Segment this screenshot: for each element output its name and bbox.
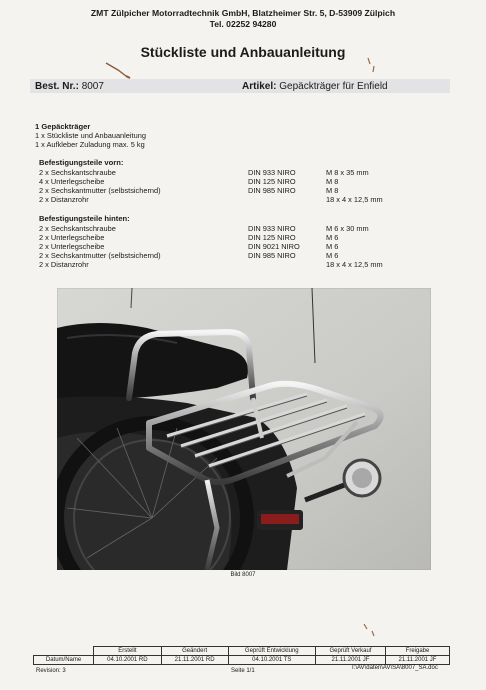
front-size: M 8 x 35 mm: [326, 168, 369, 177]
order-number-label: Best. Nr.:: [35, 81, 79, 92]
approval-header-cell: Erstellt: [94, 647, 162, 656]
front-din: DIN 985 NIRO: [248, 186, 296, 195]
page-title: Stückliste und Anbauanleitung: [140, 44, 346, 60]
rear-qty: 2 x Distanzrohr: [39, 260, 89, 269]
rear-qty: 2 x Unterlegscheibe: [39, 242, 105, 251]
front-qty: 2 x Sechskantschraube: [39, 168, 116, 177]
page-number: Seite 1/1: [231, 668, 255, 674]
contents-line: 1 x Stückliste und Anbauanleitung: [35, 131, 146, 140]
approval-header-cell: Geändert: [161, 647, 228, 656]
rear-size: M 6: [326, 242, 339, 251]
product-photo: [57, 288, 431, 570]
front-qty: 4 x Unterlegscheibe: [39, 177, 105, 186]
file-path: I:\AV\daten\AV\SA\8007_SA.doc: [352, 665, 438, 671]
approval-header-cell: [34, 647, 94, 656]
approval-value-cell: 04.10.2001 TS: [228, 656, 315, 665]
rear-size: M 6: [326, 251, 339, 260]
revision-number: Revision: 3: [36, 668, 66, 674]
rear-section-title: Befestigungsteile hinten:: [39, 214, 130, 223]
front-din: DIN 125 NIRO: [248, 177, 296, 186]
approval-header-row: [34, 647, 450, 656]
rear-qty: 2 x Sechskantmutter (selbstsichernd): [39, 251, 161, 260]
approval-table: [33, 646, 450, 665]
rear-din: DIN 125 NIRO: [248, 233, 296, 242]
front-section-title: Befestigungsteile vorn:: [39, 158, 124, 167]
front-qty: 2 x Distanzrohr: [39, 195, 89, 204]
front-size: 18 x 4 x 12,5 mm: [326, 195, 383, 204]
rear-size: M 6: [326, 233, 339, 242]
front-din: DIN 933 NIRO: [248, 168, 296, 177]
front-size: M 8: [326, 177, 339, 186]
front-qty: 2 x Sechskantmutter (selbstsichernd): [39, 186, 161, 195]
contents-line: 1 x Aufkleber Zuladung max. 5 kg: [35, 140, 145, 149]
article: [242, 81, 388, 92]
approval-value-cell: 21.11.2001 JF: [315, 656, 385, 665]
approval-value-cell: 04.10.2001 RD: [94, 656, 162, 665]
ink-mark: [362, 56, 382, 76]
rear-din: DIN 9021 NIRO: [248, 242, 300, 251]
rear-din: DIN 985 NIRO: [248, 251, 296, 260]
rear-size: M 6 x 30 mm: [326, 224, 369, 233]
photo-caption: Bild 8007: [230, 572, 256, 578]
ink-mark: [360, 622, 380, 638]
rear-size: 18 x 4 x 12,5 mm: [326, 260, 383, 269]
approval-row-label: Datum/Name: [34, 656, 94, 665]
article-value: Gepäckträger für Enfield: [279, 81, 388, 92]
approval-value-cell: 21.11.2001 JF: [386, 656, 450, 665]
order-number: [35, 81, 104, 92]
rear-qty: 2 x Unterlegscheibe: [39, 233, 105, 242]
order-number-value: 8007: [81, 81, 104, 92]
approval-header-cell: Geprüft Entwicklung: [228, 647, 315, 656]
rear-qty: 2 x Sechskantschraube: [39, 224, 116, 233]
company-address: ZMT Zülpicher Motorradtechnik GmbH, Blatzheimer Str. 5, D-53909 Zülpich: [90, 8, 396, 18]
company-phone: Tel. 02252 94280: [209, 19, 277, 29]
approval-header-cell: Freigabe: [386, 647, 450, 656]
rear-din: DIN 933 NIRO: [248, 224, 296, 233]
approval-value-row: [34, 656, 450, 665]
ink-mark: [104, 60, 134, 80]
front-size: M 8: [326, 186, 339, 195]
approval-value-cell: 21.11.2001 RD: [161, 656, 228, 665]
approval-header-cell: Geprüft Verkauf: [315, 647, 385, 656]
contents-head: 1 Gepäckträger: [35, 122, 91, 131]
article-label: Artikel:: [242, 81, 277, 92]
